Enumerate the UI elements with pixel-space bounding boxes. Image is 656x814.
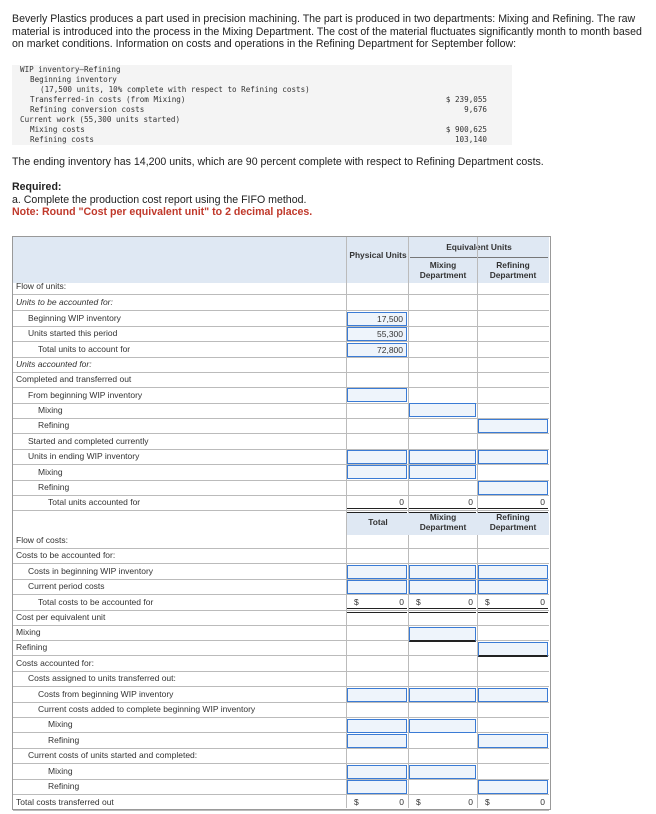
cost-row-label: Costs from beginning WIP inventory bbox=[38, 689, 174, 699]
ledger-beginning-detail: (17,500 units, 10% complete with respect to Refining costs) bbox=[40, 85, 310, 94]
mixing-dept-header: Mixing Department bbox=[419, 260, 467, 280]
cost-row-label: Current costs added to complete beginning WIP inventory bbox=[38, 704, 256, 714]
equivalent-units-header: Equivalent Units bbox=[446, 242, 512, 252]
ending-note: The ending inventory has 14,200 units, which are 90 percent complete with respect to Refining Department costs. bbox=[12, 156, 544, 168]
total-from-beginning-cost-input[interactable] bbox=[347, 688, 407, 702]
ledger-beginning: Beginning inventory bbox=[30, 75, 117, 84]
cost-row-divider bbox=[13, 655, 549, 656]
units-row-label: Beginning WIP inventory bbox=[28, 313, 121, 323]
phys-ending-wip-input[interactable] bbox=[347, 465, 407, 479]
phys-started-completed-input[interactable] bbox=[347, 450, 407, 464]
mix-total-accounted: 0 bbox=[468, 497, 473, 507]
units-row-label: Total units to account for bbox=[38, 344, 131, 354]
required-a: a. Complete the production cost report using the FIFO method. bbox=[12, 194, 307, 206]
transferred-ref-dollar: $ bbox=[485, 797, 490, 807]
total-beginning-cost-input[interactable] bbox=[347, 565, 407, 579]
phys-total-accounted: 0 bbox=[399, 497, 404, 507]
cost-row-divider bbox=[13, 794, 549, 795]
cost-row-label: Cost per equivalent unit bbox=[16, 612, 106, 622]
units-row-label: Units accounted for: bbox=[16, 359, 92, 369]
ledger-refining-conv-value: 9,676 bbox=[464, 105, 487, 114]
ref-complete-ref-input[interactable] bbox=[478, 734, 548, 748]
units-row-label: Units to be accounted for: bbox=[16, 297, 113, 307]
cost-row-label: Mixing bbox=[48, 719, 73, 729]
mix-started-mix-input[interactable] bbox=[409, 765, 476, 779]
mix-from-beginning-input[interactable] bbox=[409, 403, 476, 417]
cost-row-label: Costs accounted for: bbox=[16, 658, 94, 668]
mix-beginning-cost-input[interactable] bbox=[409, 565, 476, 579]
units-row-divider bbox=[13, 310, 549, 311]
ref-costs-value: 0 bbox=[540, 597, 545, 607]
ref-current-cost-input[interactable] bbox=[478, 580, 548, 594]
ref-from-beginning-input[interactable] bbox=[478, 419, 548, 433]
transferred-ref-value: 0 bbox=[540, 797, 545, 807]
mix-costs-rule bbox=[409, 608, 476, 613]
cost-row-label: Total costs to be accounted for bbox=[38, 597, 154, 607]
ledger-block bbox=[12, 65, 512, 145]
ledger-refining-costs: Refining costs bbox=[30, 135, 95, 144]
ledger-mixing-costs: Mixing costs bbox=[30, 125, 85, 134]
cost-row-label: Costs assigned to units transferred out: bbox=[28, 673, 176, 683]
cost-row-label: Mixing bbox=[48, 766, 73, 776]
total-current-cost-input[interactable] bbox=[347, 580, 407, 594]
mix-costs-dollar: $ bbox=[416, 597, 421, 607]
cost-row-label: Costs in beginning WIP inventory bbox=[28, 566, 154, 576]
units-row-label: From beginning WIP inventory bbox=[28, 390, 143, 400]
units-row-label: Mixing bbox=[38, 405, 63, 415]
mix-complete-mix-input[interactable] bbox=[409, 719, 476, 733]
cost-row-label: Refining bbox=[16, 642, 48, 652]
physical-units-header: Physical Units bbox=[349, 250, 407, 260]
ledger-transferred-in-value: $ 239,055 bbox=[445, 95, 487, 104]
required-heading: Required: bbox=[12, 181, 62, 193]
cost-row-label: Mixing bbox=[16, 627, 41, 637]
cost-row-divider bbox=[13, 686, 549, 687]
units-row-label: Units in ending WIP inventory bbox=[28, 451, 140, 461]
units-row-label: Mixing bbox=[38, 467, 63, 477]
ref-cost-per-eu-input[interactable] bbox=[478, 642, 548, 657]
units-row-label: Total units accounted for bbox=[48, 497, 141, 507]
cost-row-divider bbox=[13, 763, 549, 764]
ledger-mixing-costs-value: $ 900,625 bbox=[445, 125, 487, 134]
total-header: Total bbox=[368, 517, 388, 527]
cost-row-label: Current period costs bbox=[28, 581, 105, 591]
total-started-ref-input[interactable] bbox=[347, 780, 407, 794]
phys-started-cell[interactable]: 55,300 bbox=[347, 327, 407, 341]
units-row-label: Flow of units: bbox=[16, 281, 67, 291]
total-complete-mix-input[interactable] bbox=[347, 719, 407, 733]
mixing-dept-header-2: Mixing Department bbox=[419, 512, 467, 532]
total-costs-rule bbox=[347, 608, 407, 613]
total-complete-ref-input[interactable] bbox=[347, 734, 407, 748]
mix-cost-per-eu-input[interactable] bbox=[409, 627, 476, 642]
ledger-refining-conv: Refining conversion costs bbox=[30, 105, 145, 114]
ref-started-ref-input[interactable] bbox=[478, 780, 548, 794]
phys-total-cell[interactable]: 72,800 bbox=[347, 343, 407, 357]
cost-row-label: Refining bbox=[48, 735, 80, 745]
phys-from-beginning-input[interactable] bbox=[347, 388, 407, 402]
units-row-label: Refining bbox=[38, 482, 70, 492]
total-started-mix-input[interactable] bbox=[347, 765, 407, 779]
transferred-total-dollar: $ bbox=[354, 797, 359, 807]
total-costs-dollar: $ bbox=[354, 597, 359, 607]
ref-ending-wip-input[interactable] bbox=[478, 481, 548, 495]
units-row-divider bbox=[13, 387, 549, 388]
ledger-current-work: Current work (55,300 units started) bbox=[20, 115, 181, 124]
units-row-label: Refining bbox=[38, 420, 70, 430]
ref-costs-dollar: $ bbox=[485, 597, 490, 607]
ref-from-beginning-cost-input[interactable] bbox=[478, 688, 548, 702]
cost-row-label: Refining bbox=[48, 781, 80, 791]
eq-units-underline bbox=[410, 257, 548, 258]
phys-beginning-cell[interactable]: 17,500 bbox=[347, 312, 407, 326]
refining-dept-header-2: Refining Department bbox=[489, 512, 537, 532]
mix-started-completed-input[interactable] bbox=[409, 450, 476, 464]
mix-current-cost-input[interactable] bbox=[409, 580, 476, 594]
transferred-total-value: 0 bbox=[399, 797, 404, 807]
ref-total-accounted: 0 bbox=[540, 497, 545, 507]
cost-row-divider bbox=[13, 810, 549, 811]
ref-costs-rule bbox=[478, 608, 548, 613]
units-row-label: Units started this period bbox=[28, 328, 118, 338]
units-row-divider bbox=[13, 341, 549, 342]
ledger-transferred-in: Transferred-in costs (from Mixing) bbox=[30, 95, 186, 104]
cost-row-label: Current costs of units started and completed: bbox=[28, 750, 198, 760]
mix-costs-value: 0 bbox=[468, 597, 473, 607]
refining-dept-header: Refining Department bbox=[489, 260, 537, 280]
mix-ending-wip-input[interactable] bbox=[409, 465, 476, 479]
transferred-mix-dollar: $ bbox=[416, 797, 421, 807]
mix-from-beginning-cost-input[interactable] bbox=[409, 688, 476, 702]
problem-intro: Beverly Plastics produces a part used in precision machining. The part is produced in two departments: Mixing and Refining. The raw material is introduced into the process in the Mixing Department. The cost of the material fluctuates significantly month to month based on market conditions. Information on costs and operations in the Refining Department for September follow: bbox=[12, 13, 642, 50]
cost-row-label: Costs to be accounted for: bbox=[16, 550, 116, 560]
ref-started-completed-input[interactable] bbox=[478, 450, 548, 464]
cost-row-label: Flow of costs: bbox=[16, 535, 68, 545]
ledger-title: WIP inventory—Refining bbox=[20, 65, 121, 74]
cost-row-label: Total costs transferred out bbox=[16, 797, 114, 807]
ref-beginning-cost-input[interactable] bbox=[478, 565, 548, 579]
rounding-note: Note: Round "Cost per equivalent unit" to 2 decimal places. bbox=[12, 206, 313, 218]
transferred-mix-value: 0 bbox=[468, 797, 473, 807]
units-row-divider bbox=[13, 433, 549, 434]
units-row-divider bbox=[13, 294, 549, 295]
ledger-refining-costs-value: 103,140 bbox=[454, 135, 487, 144]
cost-row-divider bbox=[13, 594, 549, 595]
units-row-label: Completed and transferred out bbox=[16, 374, 132, 384]
units-row-label: Started and completed currently bbox=[28, 436, 149, 446]
total-costs-value: 0 bbox=[399, 597, 404, 607]
cost-row-divider bbox=[13, 563, 549, 564]
